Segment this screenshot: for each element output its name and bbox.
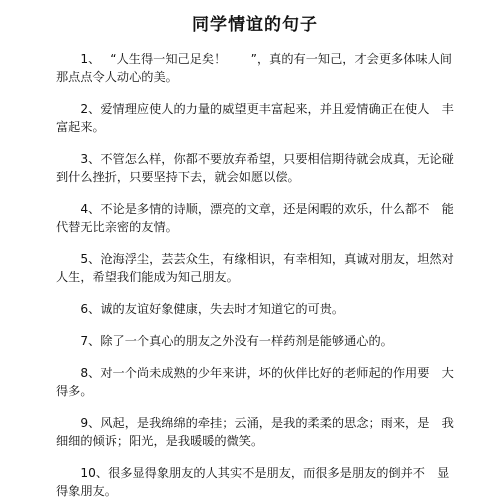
list-item: 3、不管怎么样，你都不要放弃希望，只要相信期待就会成真，无论碰到什么挫折，只要坚持下去，就会如愿以偿。 [56,152,454,184]
page-title: 同学情谊的句子 [192,15,318,35]
list-item: 4、不论是多情的诗顺，漂亮的文章，还是闲暇的欢乐，什么都不 能代替无比亲密的友情。 [56,202,454,234]
list-item: 7、除了一个真心的朋友之外没有一样药剂是能够通心的。 [80,334,393,348]
list-item: 6、诚的友谊好象健康，失去时才知道它的可贵。 [80,302,345,316]
list-item: 9、风起，是我绵绵的牵挂；云涌，是我的柔柔的思念；雨来，是 我细细的倾诉；阳光，是我暖暖的微笑。 [56,416,454,448]
list-item: 5、沧海浮尘，芸芸众生，有缘相识，有幸相知，真诚对朋友，坦然对人生，希望我们能成为知己朋友。 [56,252,454,284]
sentence-list [56,50,454,500]
list-item: 10、很多显得象朋友的人其实不是朋友，而很多是朋友的倒并不 显得象朋友。 [56,466,450,498]
list-item: 2、爱情理应使人的力量的威望更丰富起来，并且爱情确正在使人 丰富起来。 [56,102,454,134]
list-item: 1、 “人生得一知己足矣！ ”，真的有一知己，才会更多体味人间那点点令人动心的美。 [56,52,452,84]
list-item: 8、对一个尚未成熟的少年来讲，坏的伙伴比好的老师起的作用要 大得多。 [56,366,454,398]
